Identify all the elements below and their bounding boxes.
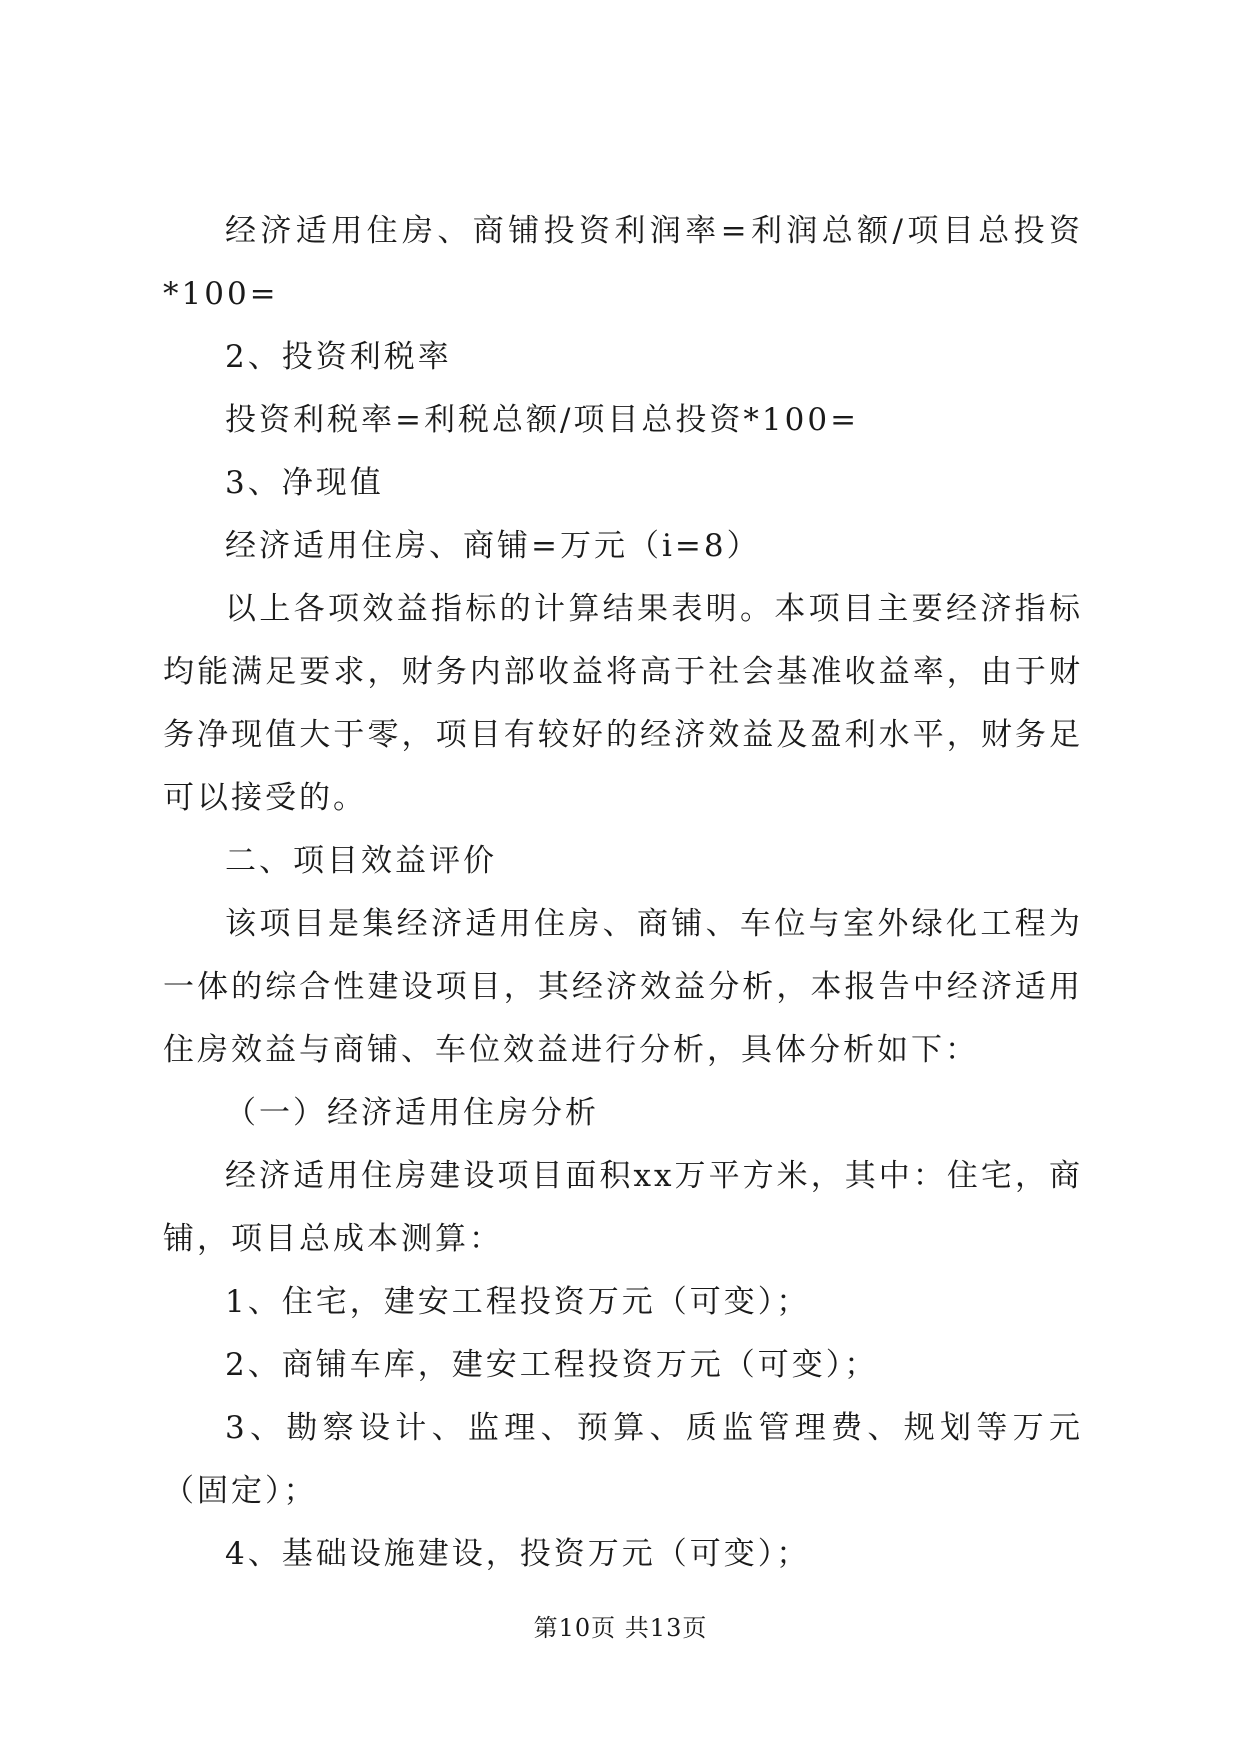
paragraph-tax-rate-formula: 投资利税率=利税总额/项目总投资*100= — [225, 402, 860, 438]
list-item-survey-design: 3、勘察设计、监理、预算、质监管理费、规划等万元（固定）； — [163, 1410, 1083, 1509]
heading-project-benefit-evaluation: 二、项目效益评价 — [225, 843, 497, 879]
document-body — [163, 200, 1083, 1586]
heading-affordable-housing-analysis: （一）经济适用住房分析 — [225, 1095, 599, 1131]
paragraph-construction-area: 经济适用住房建设项目面积xx万平方米，其中：住宅，商铺，项目总成本测算： — [163, 1158, 1083, 1257]
heading-tax-rate: 2、投资利税率 — [225, 339, 452, 375]
list-item-residential: 1、住宅，建安工程投资万元（可变）； — [225, 1284, 811, 1320]
paragraph-project-overview: 该项目是集经济适用住房、商铺、车位与室外绿化工程为一体的综合性建设项目，其经济效益分析，本报告中经济适用住房效益与商铺、车位效益进行分析，具体分析如下： — [163, 906, 1083, 1068]
paragraph-npv-value: 经济适用住房、商铺=万元（i=8） — [225, 528, 761, 564]
list-item-infrastructure: 4、基础设施建设，投资万元（可变）； — [225, 1536, 811, 1572]
page-footer: 第10页 共13页 — [533, 1614, 708, 1642]
list-item-shops-garage: 2、商铺车库，建安工程投资万元（可变）； — [225, 1347, 879, 1383]
heading-npv: 3、净现值 — [225, 465, 384, 501]
paragraph-indicator-conclusion: 以上各项效益指标的计算结果表明。本项目主要经济指标均能满足要求，财务内部收益将高于社会基准收益率，由于财务净现值大于零，项目有较好的经济效益及盈利水平，财务足可以接受的。 — [163, 591, 1083, 816]
paragraph-profit-rate-formula: 经济适用住房、商铺投资利润率=利润总额/项目总投资*100= — [163, 213, 1083, 312]
